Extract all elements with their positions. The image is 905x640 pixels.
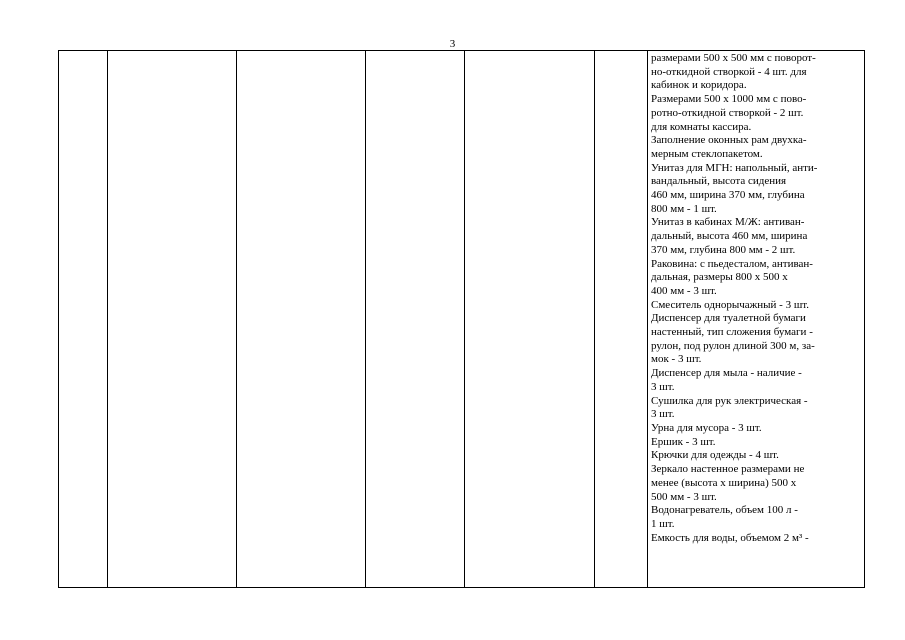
spec-line: для комнаты кассира. bbox=[651, 120, 752, 133]
spec-line: вандальный, высота сидения bbox=[651, 175, 787, 188]
spec-line: менее (высота х ширина) 500 х bbox=[651, 476, 797, 489]
spec-line: 370 мм, глубина 800 мм - 2 шт. bbox=[651, 243, 796, 256]
spec-line: рулон, под рулон длиной 300 м, за- bbox=[651, 339, 815, 352]
spec-line: дальная, размеры 800 х 500 х bbox=[651, 271, 788, 284]
specification-cell-text bbox=[651, 52, 858, 545]
spec-line: Водонагреватель, объем 100 л - bbox=[651, 504, 798, 517]
spec-line: Урна для мусора - 3 шт. bbox=[651, 421, 762, 434]
column-divider bbox=[58, 50, 59, 588]
spec-line: но-откидной створкой - 4 шт. для bbox=[651, 65, 807, 78]
column-divider bbox=[365, 50, 366, 588]
spec-line: кабинок и коридора. bbox=[651, 79, 747, 92]
column-divider bbox=[236, 50, 237, 588]
specification-table bbox=[58, 50, 865, 588]
spec-line: 400 мм - 3 шт. bbox=[651, 284, 717, 297]
spec-line: Крючки для одежды - 4 шт. bbox=[651, 449, 779, 462]
spec-line: Смеситель однорычажный - 3 шт. bbox=[651, 298, 810, 311]
spec-line: настенный, тип сложения бумаги - bbox=[651, 326, 813, 339]
spec-line: размерами 500 х 500 мм с поворот- bbox=[651, 52, 816, 64]
spec-line: 3 шт. bbox=[651, 408, 675, 421]
spec-line: Сушилка для рук электрическая - bbox=[651, 394, 808, 407]
spec-line: Заполнение оконных рам двухка- bbox=[651, 134, 807, 147]
spec-line: Зеркало настенное размерами не bbox=[651, 463, 805, 476]
spec-line: 500 мм - 3 шт. bbox=[651, 490, 717, 503]
spec-line: Унитаз в кабинах М/Ж: антиван- bbox=[651, 216, 805, 229]
spec-line: Диспенсер для туалетной бумаги bbox=[651, 312, 806, 325]
spec-line: 3 шт. bbox=[651, 380, 675, 393]
page-number: 3 bbox=[449, 38, 456, 50]
spec-line: Ершик - 3 шт. bbox=[651, 435, 716, 448]
column-divider bbox=[464, 50, 465, 588]
column-divider bbox=[107, 50, 108, 588]
spec-line: Раковина: с пьедесталом, антиван- bbox=[651, 257, 813, 270]
spec-line: Размерами 500 х 1000 мм с пово- bbox=[651, 93, 807, 106]
spec-line: дальный, высота 460 мм, ширина bbox=[651, 230, 808, 243]
spec-line: мок - 3 шт. bbox=[651, 353, 702, 366]
column-divider bbox=[594, 50, 595, 588]
table-top-border bbox=[58, 50, 865, 51]
spec-line: Унитаз для МГН: напольный, анти- bbox=[651, 161, 818, 174]
spec-line: 1 шт. bbox=[651, 517, 675, 530]
spec-line: Диспенсер для мыла - наличие - bbox=[651, 367, 802, 380]
spec-line: Емкость для воды, объемом 2 м³ - bbox=[651, 531, 809, 544]
column-divider bbox=[647, 50, 648, 588]
spec-line: мерным стеклопакетом. bbox=[651, 147, 763, 160]
spec-line: 460 мм, ширина 370 мм, глубина bbox=[651, 189, 805, 202]
column-divider bbox=[864, 50, 865, 588]
table-bottom-border bbox=[58, 587, 865, 588]
spec-line: ротно-откидной створкой - 2 шт. bbox=[651, 106, 804, 119]
spec-line: 800 мм - 1 шт. bbox=[651, 202, 717, 215]
